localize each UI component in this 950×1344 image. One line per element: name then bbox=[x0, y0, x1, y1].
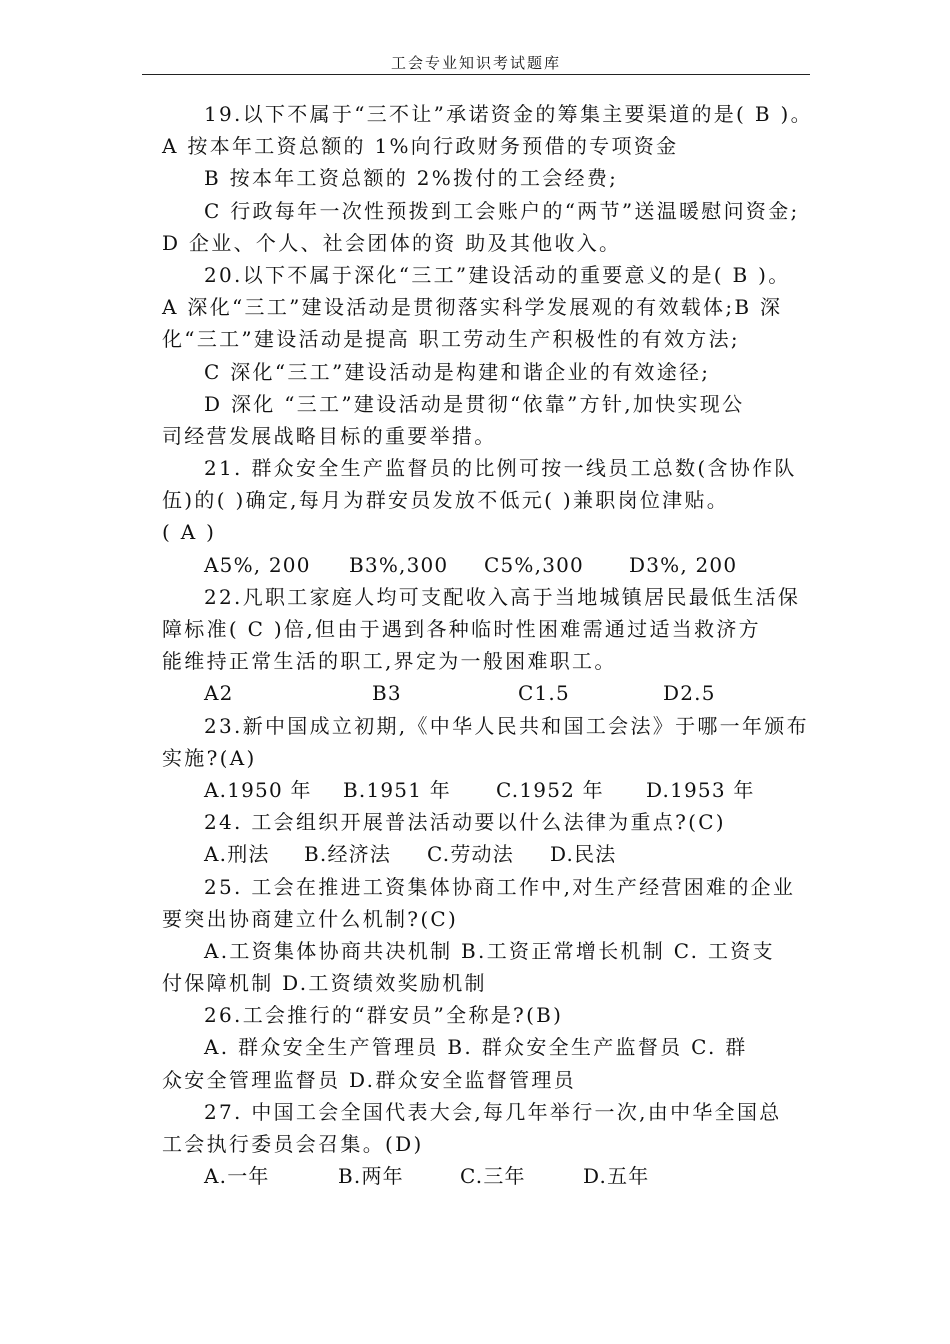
q24-option-d: D.民法 bbox=[550, 842, 617, 867]
q26-options-line1: A. 群众安全生产管理员 B. 群众安全生产监督员 C. 群 bbox=[204, 1035, 748, 1060]
q27-option-a: A.一年 bbox=[204, 1164, 270, 1189]
q20-option-ab-line1: A 深化“三工”建设活动是贯彻落实科学发展观的有效载体;B 深 bbox=[162, 295, 783, 320]
q27-options bbox=[162, 1160, 810, 1192]
q25-options-line2: 付保障机制 D.工资绩效奖励机制 bbox=[162, 971, 487, 996]
q26-stem: 26.工会推行的“群安员”全称是?(B) bbox=[204, 1003, 564, 1028]
q25-options-line1: A.工资集体协商共决机制 B.工资正常增长机制 C. 工资支 bbox=[204, 938, 775, 963]
q23-option-b: B.1951 年 bbox=[343, 777, 451, 802]
q22-stem-line1: 22.凡职工家庭人均可支配收入高于当地城镇居民最低生活保 bbox=[204, 584, 801, 609]
q26-options-line2: 众安全管理监督员 D.群众安全监督管理员 bbox=[162, 1067, 577, 1092]
q19-option-b: B 按本年工资总额的 2%拨付的工会经费; bbox=[204, 166, 619, 191]
q19-option-c: C 行政每年一次性预拨到工会账户的“两节”送温暖慰问资金; bbox=[204, 198, 800, 223]
question-list bbox=[162, 98, 813, 1192]
q24-option-b: B.经济法 bbox=[304, 842, 392, 867]
q23-stem-line1: 23.新中国成立初期,《中华人民共和国工会法》于哪一年颁布 bbox=[204, 713, 809, 738]
q21-option-b: B3%,300 bbox=[349, 552, 449, 577]
q22-stem-line3: 能维持正常生活的职工,界定为一般困难职工。 bbox=[162, 649, 617, 674]
q25-stem-line1: 25. 工会在推进工资集体协商工作中,对生产经营困难的企业 bbox=[204, 874, 796, 899]
q22-stem-line2: 障标准( C )倍,但由于遇到各种临时性困难需通过适当救济方 bbox=[162, 617, 761, 641]
q23-option-d: D.1953 年 bbox=[646, 777, 755, 802]
q27-option-c: C.三年 bbox=[460, 1164, 526, 1189]
q20-option-c: C 深化“三工”建设活动是构建和谐企业的有效途径; bbox=[204, 359, 711, 384]
q27-stem-line1: 27. 中国工会全国代表大会,每几年举行一次,由中华全国总 bbox=[204, 1099, 782, 1124]
q22-options bbox=[162, 677, 810, 709]
q23-option-a: A.1950 年 bbox=[204, 777, 312, 802]
q27-option-b: B.两年 bbox=[338, 1164, 404, 1189]
q24-options bbox=[162, 838, 810, 870]
q25-stem-line2: 要突出协商建立什么机制?(C) bbox=[162, 906, 459, 931]
q27-stem-line2: 工会执行委员会召集。(D) bbox=[162, 1132, 424, 1156]
q21-stem-line1: 21. 群众安全生产监督员的比例可按一线员工总数(含协作队 bbox=[204, 456, 797, 481]
q19-option-a: A 按本年工资总额的 1%向行政财务预借的专项资金 bbox=[162, 134, 679, 159]
q22-option-a: A2 bbox=[204, 681, 234, 706]
q22-option-b: B3 bbox=[372, 681, 402, 706]
q23-option-c: C.1952 年 bbox=[496, 777, 604, 802]
q24-option-a: A.刑法 bbox=[204, 842, 270, 867]
q21-option-a: A5%, 200 bbox=[204, 552, 311, 577]
q27-option-d: D.五年 bbox=[583, 1164, 650, 1189]
q20-option-d-line1: D 深化 “三工”建设活动是贯彻“依靠”方针,加快实现公 bbox=[204, 391, 745, 416]
q22-option-d: D2.5 bbox=[663, 681, 716, 706]
q24-stem: 24. 工会组织开展普法活动要以什么法律为重点?(C) bbox=[204, 810, 726, 835]
page-header-title: 工会专业知识考试题库 bbox=[390, 54, 561, 72]
q21-options bbox=[162, 549, 810, 581]
q21-option-d: D3%, 200 bbox=[629, 552, 738, 577]
q19-option-d: D 企业、个人、社会团体的资 助及其他收入。 bbox=[162, 230, 622, 255]
q20-option-ab-line2: 化“三工”建设活动是提高 职工劳动生产积极性的有效方法; bbox=[162, 327, 740, 352]
q24-option-c: C.劳动法 bbox=[427, 842, 514, 867]
q21-stem-line2: 伍)的( )确定,每月为群安员发放不低元( )兼职岗位津贴。 bbox=[162, 488, 730, 513]
q20-stem: 20.以下不属于深化“三工”建设活动的重要意义的是( B )。 bbox=[204, 262, 791, 287]
q20-option-d-line2: 司经营发展战略目标的重要举措。 bbox=[162, 423, 497, 448]
q22-option-c: C1.5 bbox=[518, 681, 570, 706]
q23-stem-line2: 实施?(A) bbox=[162, 745, 257, 770]
q23-options bbox=[162, 774, 810, 806]
q19-stem: 19.以下不属于“三不让”承诺资金的筹集主要渠道的是( B )。 bbox=[204, 102, 813, 126]
q21-answer: ( A ) bbox=[162, 520, 217, 545]
q21-option-c: C5%,300 bbox=[484, 552, 584, 577]
header-divider bbox=[142, 74, 810, 75]
